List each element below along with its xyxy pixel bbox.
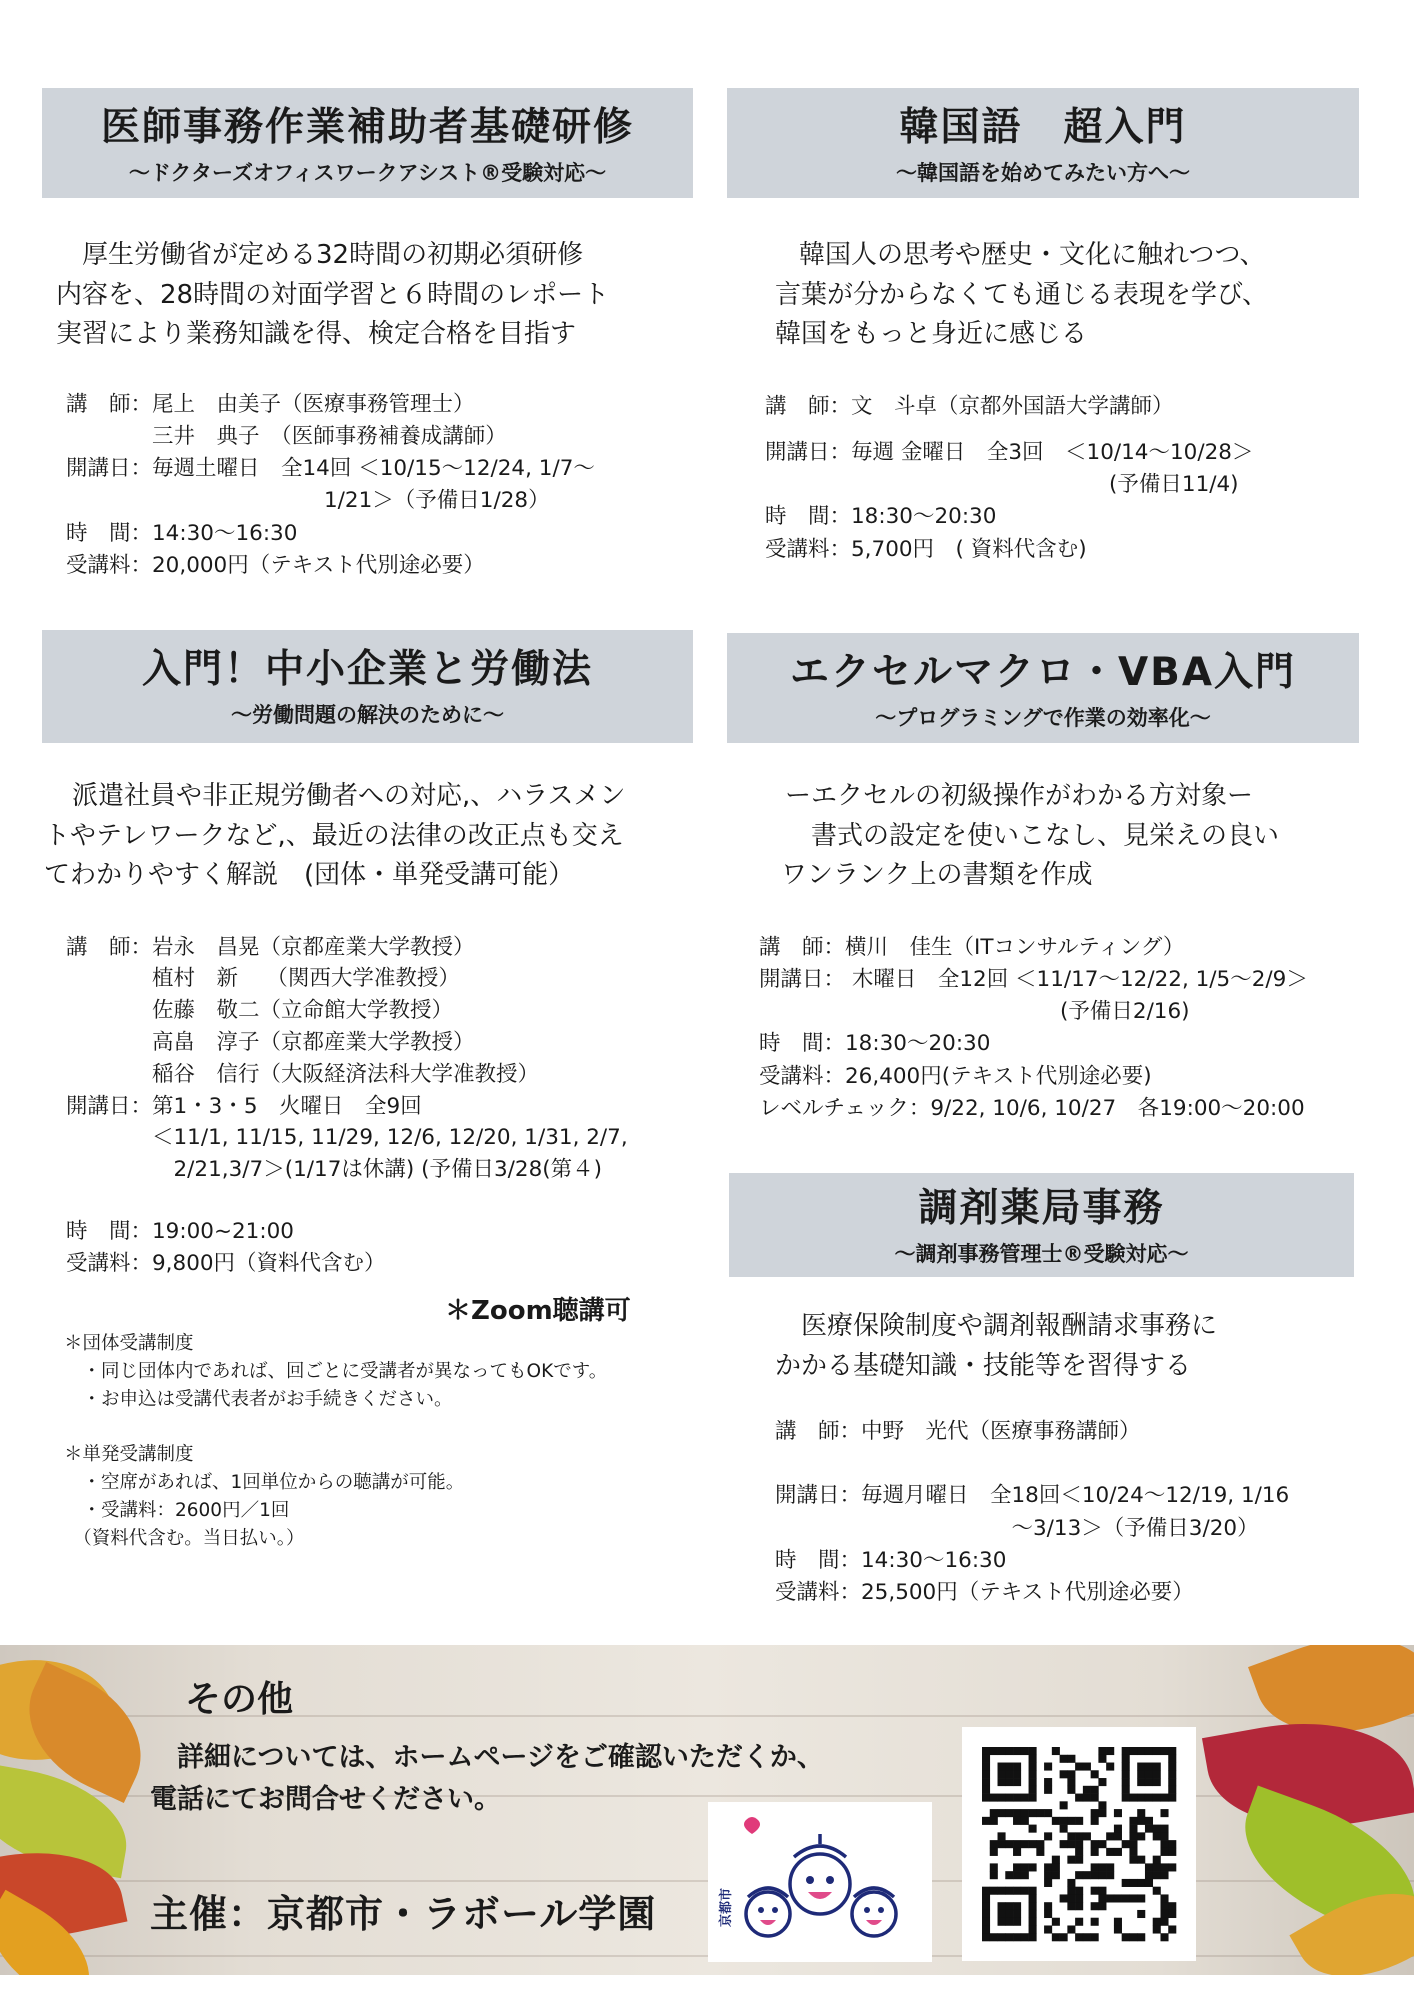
course-header xyxy=(42,88,693,198)
description-line: 医療保険制度や調剤報酬請求事務に xyxy=(775,1311,1218,1341)
description-line: かかる基礎知識・技能等を習得する xyxy=(775,1350,1192,1381)
footer-text-line: 詳細については、ホームページをご確認いただくか、 xyxy=(150,1742,824,1773)
detail-line: 講 師：文 斗卓（京都外国語大学講師） xyxy=(765,393,1174,419)
detail-line: 稲谷 信行（大阪経済法科大学准教授） xyxy=(66,1061,540,1087)
qr-code-image xyxy=(962,1727,1196,1961)
course-subtitle: 〜調剤事務管理士®受験対応〜 xyxy=(894,1241,1189,1266)
detail-line: ＜11/1, 11/15, 11/29, 12/6, 12/20, 1/31, 2/7, xyxy=(66,1125,628,1151)
detail-line: 受講料：25,500円（テキスト代別途必要） xyxy=(775,1580,1194,1606)
course-description xyxy=(727,236,1359,355)
detail-line: 三井 典子 （医師事務補養成講師） xyxy=(66,423,507,449)
detail-line: 時 間：18:30〜20:30 xyxy=(765,504,997,530)
zoom-note: ＊Zoom聴講可 xyxy=(445,1296,631,1326)
detail-line: 講 師：尾上 由美子（医療事務管理士） xyxy=(66,391,475,417)
description-line: 韓国をもっと身近に感じる xyxy=(775,319,1088,350)
detail-line: 受講料：20,000円（テキスト代別途必要） xyxy=(66,552,485,578)
community-logo xyxy=(708,1802,932,1962)
detail-line: 時 間：18:30〜20:30 xyxy=(759,1031,991,1057)
detail-line: 2/21,3/7＞(1/17は休講) (予備日3/28(第４) xyxy=(66,1157,603,1183)
course-korean xyxy=(727,88,1359,566)
footer-text-line: 電話にてお問合せください。 xyxy=(150,1783,501,1815)
detail-line: レベルチェック：9/22, 10/6, 10/27 各19:00〜20:00 xyxy=(759,1095,1305,1121)
note-line: ・同じ団体内であれば、回ごとに受講者が異なってもOKです。 xyxy=(64,1360,608,1382)
course-subtitle: 〜プログラミングで作業の効率化〜 xyxy=(875,705,1211,730)
detail-line: 〜3/13＞（予備日3/20） xyxy=(775,1515,1259,1541)
course-title: 入門！中小企業と労働法 xyxy=(141,647,593,692)
detail-line: 講 師：中野 光代（医療事務講師） xyxy=(775,1419,1141,1445)
course-description xyxy=(729,1307,1354,1386)
course-pharmacy xyxy=(729,1173,1354,1609)
course-title: 調剤薬局事務 xyxy=(918,1186,1165,1231)
course-description xyxy=(42,236,693,355)
detail-line: 受講料：9,800円（資料代含む） xyxy=(66,1250,386,1276)
detail-line: 佐藤 敬二（立命館大学教授） xyxy=(66,998,454,1024)
note-line: ＊団体受講制度 xyxy=(64,1333,194,1354)
course-description xyxy=(727,777,1359,896)
detail-line: (予備日11/4) xyxy=(765,472,1239,498)
course-excel-vba xyxy=(727,633,1359,1125)
detail-line: 開講日：第1・3・5 火曜日 全9回 xyxy=(66,1093,422,1119)
course-subtitle: 〜ドクターズオフィスワークアシスト®受験対応〜 xyxy=(128,160,607,185)
enrollment-notes xyxy=(64,1330,607,1552)
detail-line: 講 師：横川 佳生（ITコンサルティング） xyxy=(759,934,1185,960)
description-line: トやテレワークなど,、最近の法律の改正点も交え xyxy=(44,820,624,851)
course-medical xyxy=(42,88,693,582)
course-description xyxy=(42,777,693,896)
course-subtitle: 〜労働問題の解決のために〜 xyxy=(231,702,504,727)
course-details xyxy=(727,391,1359,566)
detail-line: 受講料：5,700円 ( 資料代含む) xyxy=(765,536,1087,562)
organizer: 主催：京都市・ラボール学園 xyxy=(150,1892,657,1936)
detail-line: 受講料：26,400円(テキスト代別途必要) xyxy=(759,1063,1152,1089)
description-line: 派遣社員や非正規労働者への対応,、ハラスメン xyxy=(72,781,626,811)
detail-line: 高畠 淳子（京都産業大学教授） xyxy=(66,1029,475,1055)
course-header xyxy=(42,630,693,743)
detail-line: 講 師：岩永 昌晃（京都産業大学教授） xyxy=(66,934,475,960)
course-labor-law xyxy=(42,630,693,1280)
course-details xyxy=(42,389,693,583)
detail-line: 時 間：14:30〜16:30 xyxy=(66,520,298,546)
detail-line: 植村 新 （関西大学准教授） xyxy=(66,966,460,992)
course-details xyxy=(729,1416,1354,1609)
detail-line: 時 間：19:00~21:00 xyxy=(66,1219,294,1245)
detail-line: 開講日：毎週 金曜日 全3回 ＜10/14〜10/28＞ xyxy=(765,439,1254,465)
detail-line: 開講日： 木曜日 全12回 ＜11/17〜12/22, 1/5〜2/9＞ xyxy=(759,966,1308,992)
detail-line: (予備日2/16) xyxy=(759,999,1190,1025)
course-header xyxy=(727,633,1359,743)
qr-code[interactable] xyxy=(962,1727,1196,1961)
note-line: ・受講料：2600円／1回 xyxy=(64,1499,290,1521)
course-details xyxy=(42,932,693,1280)
description-line: 言葉が分からなくても通じる表現を学び、 xyxy=(775,279,1268,310)
note-line: （資料代含む。当日払い。） xyxy=(64,1527,305,1549)
description-line: ーエクセルの初級操作がわかる方対象ー xyxy=(785,781,1254,811)
description-line: てわかりやすく解説 (団体・単発受講可能） xyxy=(44,860,575,891)
footer-panel xyxy=(0,1645,1414,1975)
note-line: ・お申込は受講代表者がお手続きください。 xyxy=(64,1388,453,1410)
detail-line: 開講日：毎週土曜日 全14回 ＜10/15〜12/24, 1/7〜 xyxy=(66,456,595,482)
course-header xyxy=(729,1173,1354,1277)
detail-line: 時 間：14:30〜16:30 xyxy=(775,1547,1007,1573)
footer-heading: その他 xyxy=(185,1679,294,1720)
description-line: 内容を、28時間の対面学習と６時間のレポート xyxy=(56,279,610,310)
course-title: エクセルマクロ・VBA入門 xyxy=(789,650,1297,695)
description-line: 実習により業務知識を得、検定合格を目指す xyxy=(56,319,577,350)
course-title: 医師事務作業補助者基礎研修 xyxy=(100,105,634,150)
course-title: 韓国語 超入門 xyxy=(899,105,1187,150)
description-line: 厚生労働省が定める32時間の初期必須研修 xyxy=(82,240,584,270)
description-line: 韓国人の思考や歴史・文化に触れつつ、 xyxy=(799,240,1266,270)
description-line: ワンランク上の書類を作成 xyxy=(781,860,1093,891)
note-line: ・空席があれば、1回単位からの聴講が可能。 xyxy=(64,1472,465,1493)
course-header xyxy=(727,88,1359,198)
note-line: ＊単発受講制度 xyxy=(64,1444,194,1466)
detail-line: 1/21＞（予備日1/28） xyxy=(66,488,550,514)
detail-line: 開講日：毎週月曜日 全18回＜10/24〜12/19, 1/16 xyxy=(775,1483,1290,1509)
course-details xyxy=(727,932,1359,1126)
description-line: 書式の設定を使いこなし、見栄えの良い xyxy=(785,820,1280,851)
course-subtitle: 〜韓国語を始めてみたい方へ〜 xyxy=(896,160,1190,185)
mascot-logo-image xyxy=(708,1802,932,1962)
svg-text:京都市: 京都市 xyxy=(719,1887,734,1927)
